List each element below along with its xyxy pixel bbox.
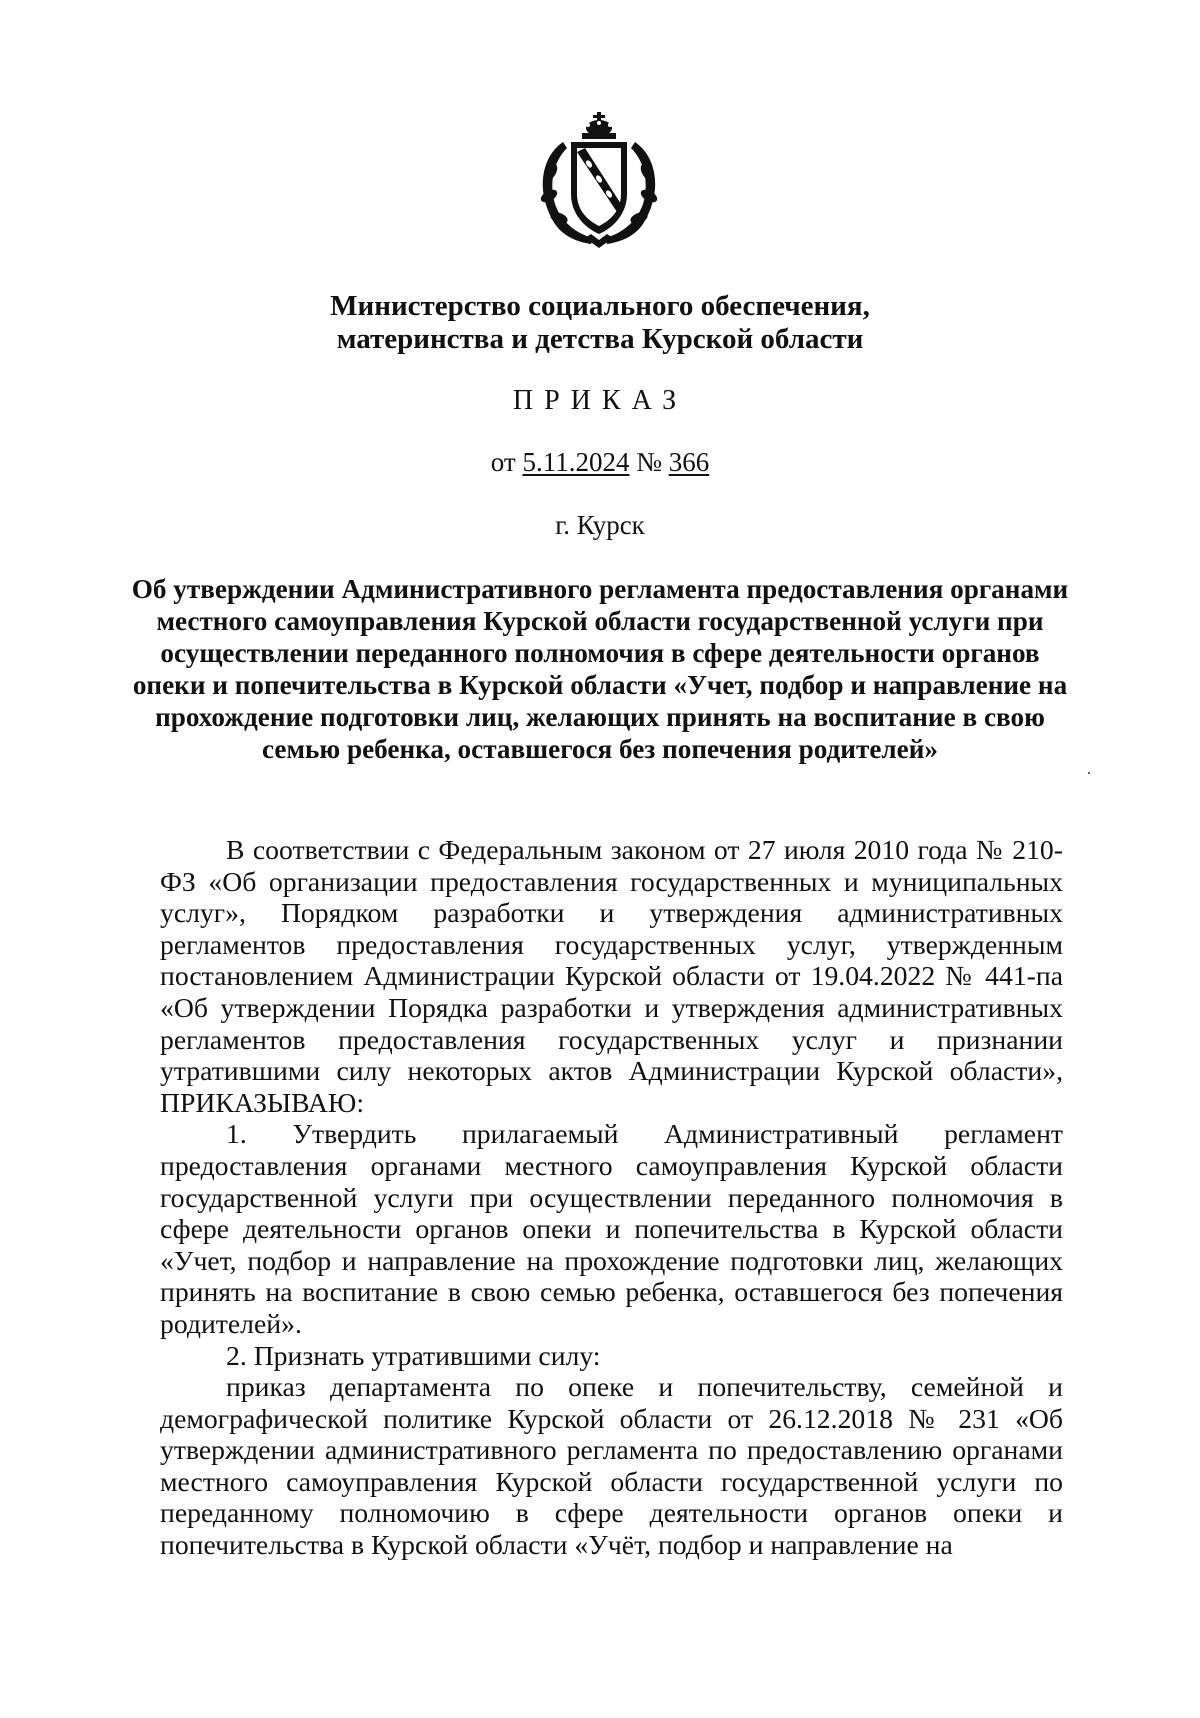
ministry-line-2: материнства и детства Курской области [336,323,864,355]
scan-speck [1088,772,1090,774]
item-2-text: приказ департамента по опеке и попечительству, семейной и демографической политике Курской области от 26.12.2018 № 231 «Об утверждении административного регламента по предоставлению органами местного самоуправления Курской области государственной услуги по переданному полномочию в сфере деятельности органов опеки и попечительства в Курской области «Учёт, подбор и направление на [160,1371,1063,1561]
item-2-heading: 2. Признать утратившими силу: [226,1339,601,1371]
order-city: г. Курск [555,510,645,540]
item-1-paragraph: 1. Утвердить прилагаемый Административный регламент предоставления органами местного самоуправления Курской области государственной услуги при осуществлении переданного полномочия в сфере деятельности органов опеки и попечительства в Курской области «Учет, подбор и направление на прохождение подготовки лиц, желающих принять на воспитание в свою семью ребенка, оставшегося без попечения родителей». [160,1118,1063,1339]
order-date-prefix: от [490,447,516,477]
order-date: 5.11.2024 [522,447,630,477]
order-date-number [0,447,1200,478]
kursk-coat-of-arms-emblem [533,112,665,250]
order-title: Об утверждении Административного регламента предоставления органами местного самоуправления Курской области государственной услуги при осуществлении переданного полномочия в сфере деятельности органов опеки и попечительства в Курской области «Учет, подбор и направление на прохождение подготовки лиц, желающих принять на воспитание в свою семью ребенка, оставшегося без попечения родителей» [131,574,1069,764]
ministry-name [0,290,1200,356]
order-heading: ПРИКАЗ [512,385,688,416]
preamble-paragraph: В соответствии с Федеральным законом от 27 июля 2010 года № 210-ФЗ «Об организации предоставления государственных и муниципальных услуг», Порядком разработки и утверждения административных регламентов предоставления государственных услуг, утвержденным постановлением Администрации Курской области от 19.04.2022 № 441-па «Об утверждении Порядка разработки и утверждения административных регламентов предоставления государственных услуг и признании утратившими силу некоторых актов Администрации Курской области», ПРИКАЗЫВАЮ: [160,834,1063,1118]
order-number-sign: № [636,447,662,477]
ministry-line-1: Министерство социального обеспечения, [330,290,870,322]
order-body [160,834,1063,1561]
order-number: 366 [668,447,710,477]
